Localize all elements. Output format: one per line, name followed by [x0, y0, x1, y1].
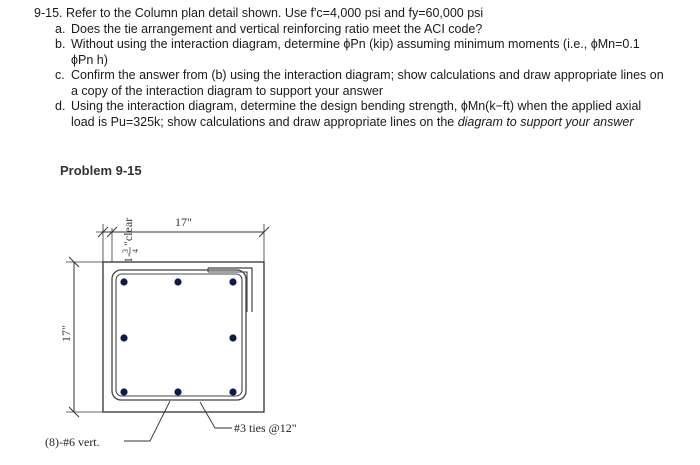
- rebar-dot: [229, 334, 236, 341]
- part-letter: d.: [55, 99, 66, 113]
- ties-leader: [200, 402, 232, 428]
- tie-outer: [112, 270, 246, 400]
- rebar-dot: [174, 388, 181, 395]
- part-text-italic: diagram to support your answer: [457, 114, 634, 129]
- part-letter: c.: [55, 68, 65, 82]
- dim-top-label: 17": [175, 215, 192, 229]
- vert-leader: [124, 401, 170, 441]
- part-letter: a.: [55, 21, 66, 36]
- ties-label: #3 ties @12": [234, 421, 297, 435]
- rebar-dot: [229, 388, 236, 395]
- figure-title: Problem 9-15: [60, 163, 142, 178]
- rebar-dot: [120, 334, 127, 341]
- part-text: Does the tie arrangement and vertical reinforcing ratio meet the ACI code?: [71, 21, 483, 36]
- tie-inner: [116, 274, 242, 396]
- part-text: Without using the interaction diagram, determine ϕPn (kip) assuming minimum moments (i.e., ϕMn=0.1 ϕPn h): [71, 37, 640, 67]
- clear-cover-label: [121, 218, 140, 263]
- clear-num: 3: [121, 249, 130, 253]
- rebar-dot: [174, 278, 181, 285]
- rebar-dot: [229, 278, 236, 285]
- clear-word: "clear: [121, 217, 135, 246]
- part-letter: b.: [55, 37, 66, 51]
- rebar-dot: [120, 278, 127, 285]
- part-text: Confirm the answer from (b) using the interaction diagram; show calculations and draw appropriate lines on a copy of the interaction diagram to support your answer: [71, 68, 664, 98]
- problem-title: 9-15. Refer to the Column plan detail shown. Use f'c=4,000 psi and fy=60,000 psi: [34, 6, 484, 20]
- clear-whole: 1-: [121, 253, 135, 263]
- dim-left-label: 17": [59, 325, 73, 342]
- clear-den: 4: [131, 249, 140, 253]
- vert-bars-label: (8)-#6 vert.: [45, 435, 100, 449]
- part-text-main: Using the interaction diagram, determine the design bending strength, ϕMn(k−ft) when the applied axial load is Pu=325k; show calculations and draw appropriate lines on the: [71, 99, 642, 129]
- rebar-dot: [120, 388, 127, 395]
